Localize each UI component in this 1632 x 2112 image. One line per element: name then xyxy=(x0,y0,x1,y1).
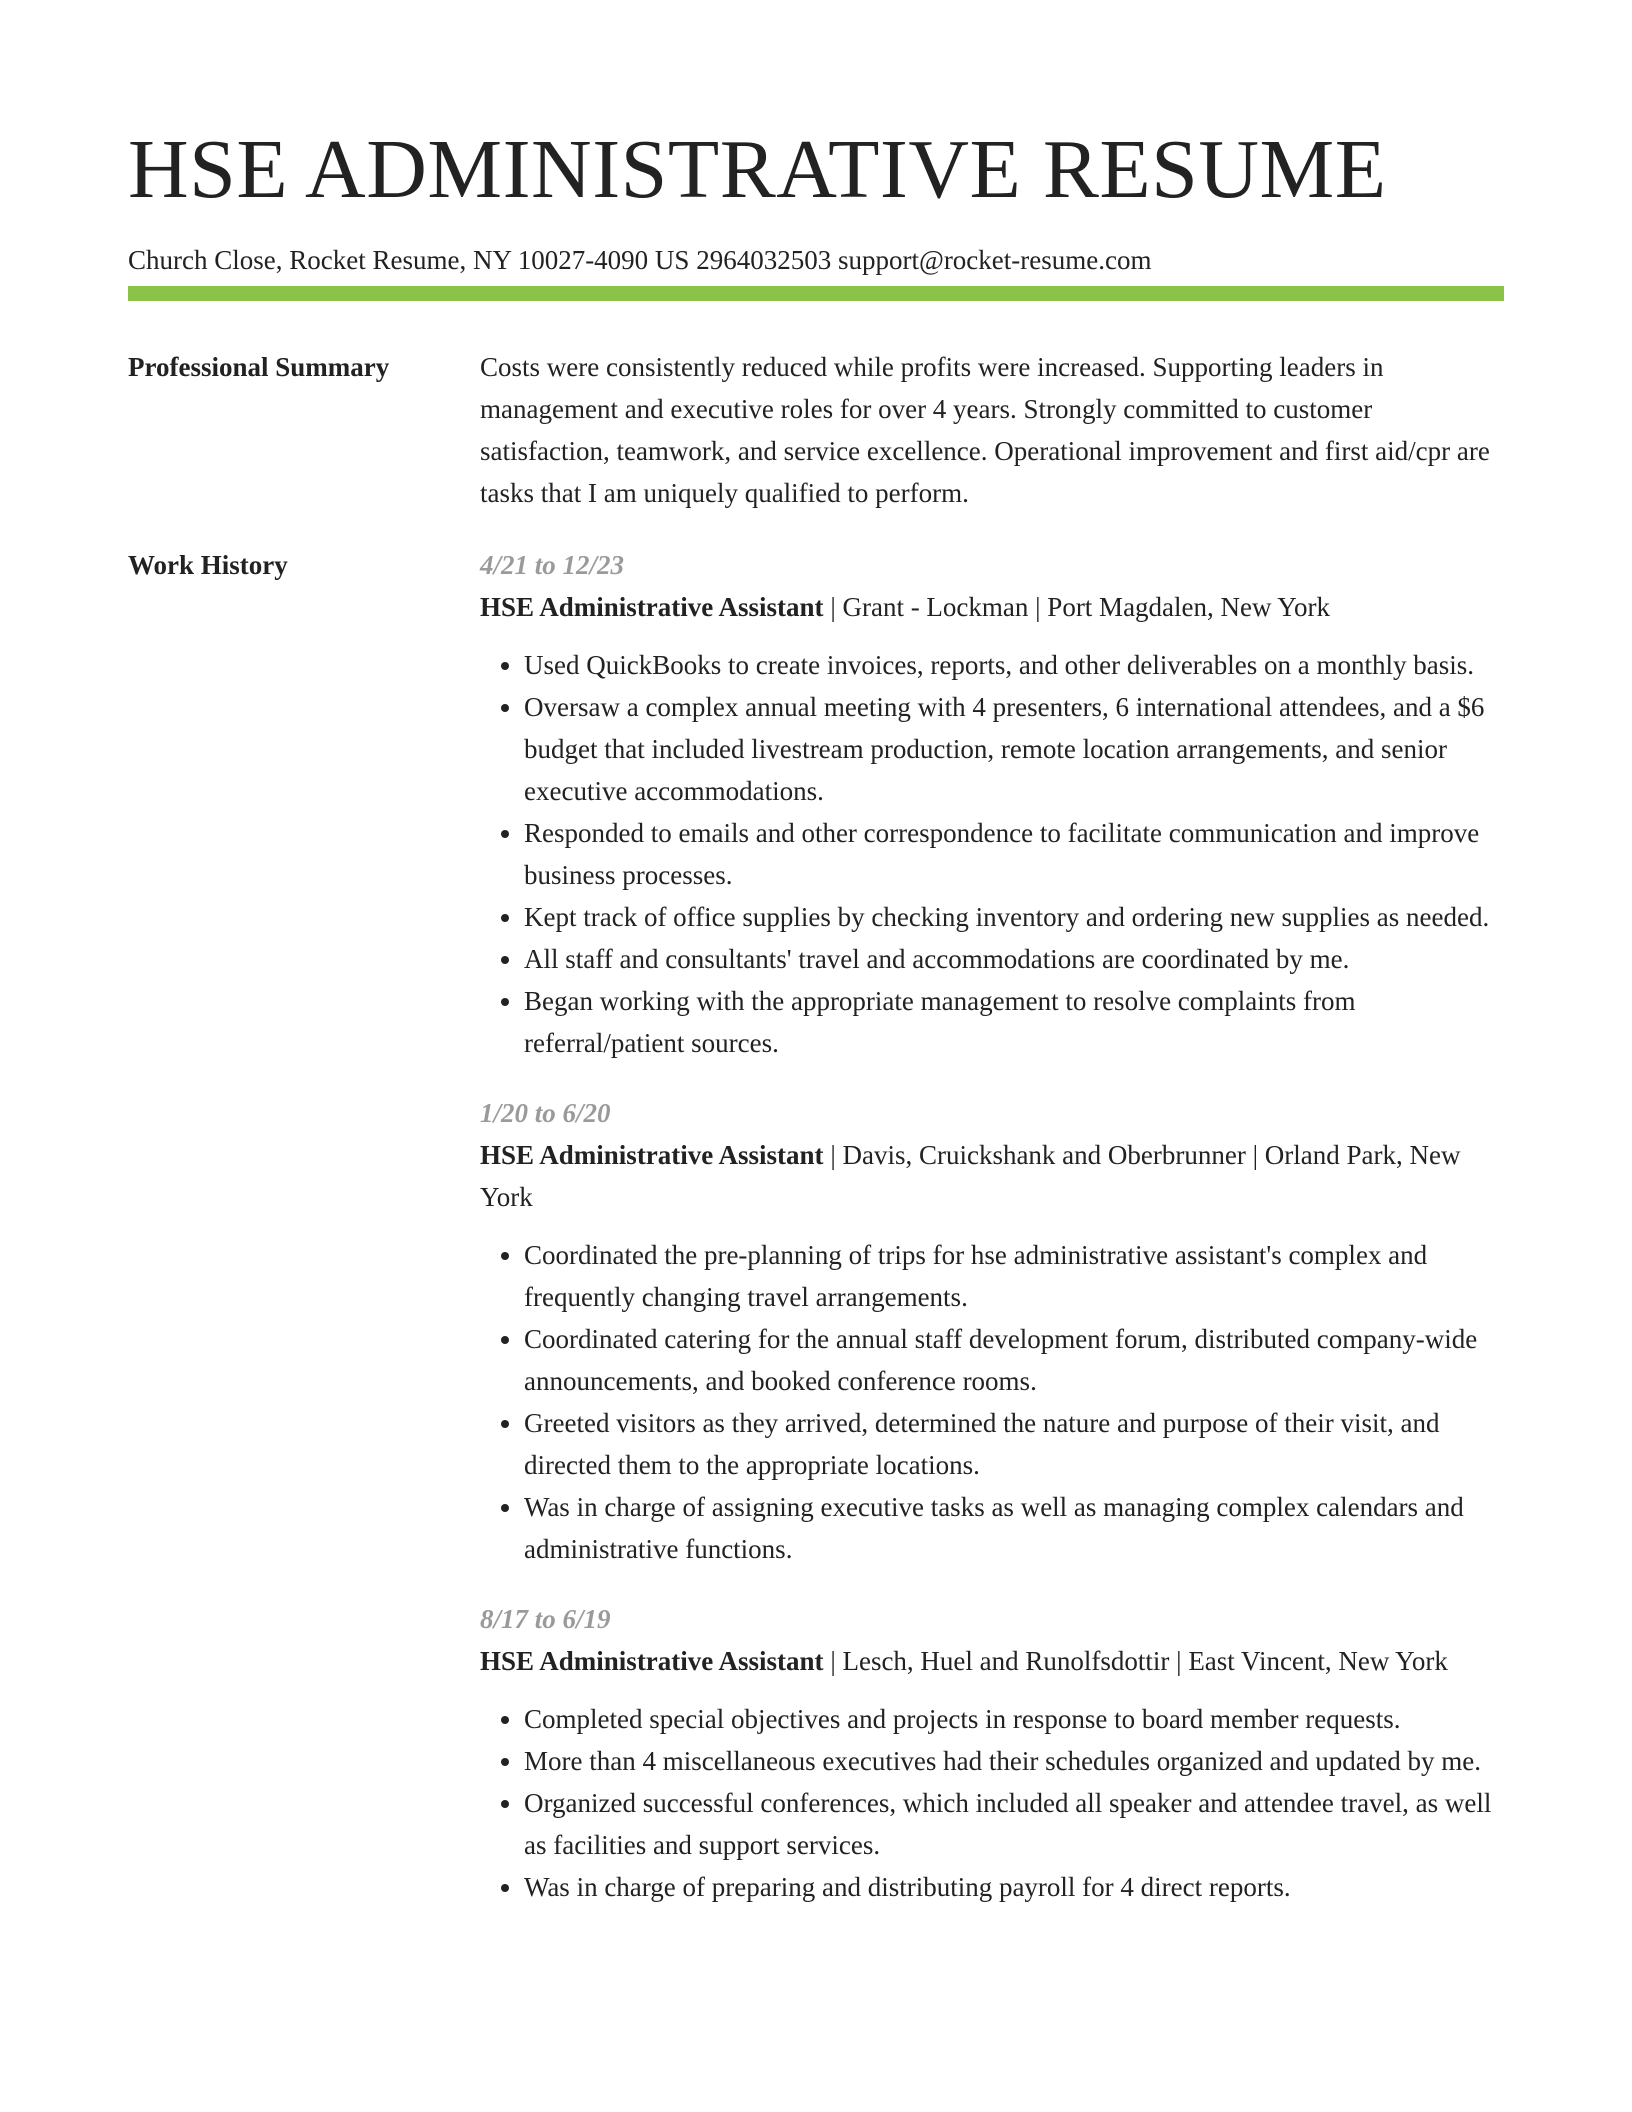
job-title: HSE Administrative Assistant xyxy=(480,592,824,622)
job-bullet: • Coordinated the pre-planning of trips for hse administrative assistant's complex and frequently changing travel arrangements. xyxy=(524,1234,1504,1318)
job-entry xyxy=(480,1092,1504,1570)
job-dates: 8/17 to 6/19 xyxy=(480,1604,611,1634)
work-history-body xyxy=(480,544,1504,1936)
job-heading xyxy=(480,1134,1504,1218)
contact-line: Church Close, Rocket Resume, NY 10027-4090 US 2964032503 support@rocket-resume.com xyxy=(128,245,1152,275)
job-heading xyxy=(480,586,1504,628)
accent-divider xyxy=(128,286,1504,301)
job-bullet-list xyxy=(480,1234,1504,1570)
job-title: HSE Administrative Assistant xyxy=(480,1140,824,1170)
job-bullet: • Kept track of office supplies by checking inventory and ordering new supplies as needed. xyxy=(524,896,1504,938)
job-employer-location: | Lesch, Huel and Runolfsdottir | East Vincent, New York xyxy=(823,1646,1448,1676)
job-entry xyxy=(480,544,1504,1064)
job-bullet: • All staff and consultants' travel and accommodations are coordinated by me. xyxy=(524,938,1504,980)
job-bullet: • Was in charge of assigning executive tasks as well as managing complex calendars and administrative functions. xyxy=(524,1486,1504,1570)
job-dates: 4/21 to 12/23 xyxy=(480,550,625,580)
job-bullet-list xyxy=(480,1698,1504,1908)
section-label-summary: Professional Summary xyxy=(128,352,390,382)
job-bullet: • Coordinated catering for the annual staff development forum, distributed company-wide announcements, and booked conference rooms. xyxy=(524,1318,1504,1402)
summary-body xyxy=(480,346,1504,514)
job-bullet: • Oversaw a complex annual meeting with 4 presenters, 6 international attendees, and a $6 budget that included livestream production, remote location arrangements, and senior executive accommodations. xyxy=(524,686,1504,812)
job-entry xyxy=(480,1598,1504,1908)
job-dates: 1/20 to 6/20 xyxy=(480,1098,611,1128)
job-bullet: • Responded to emails and other correspondence to facilitate communication and improve business processes. xyxy=(524,812,1504,896)
job-bullet: • Began working with the appropriate management to resolve complaints from referral/patient sources. xyxy=(524,980,1504,1064)
job-heading xyxy=(480,1640,1504,1682)
resume-title: HSE ADMINISTRATIVE RESUME xyxy=(128,123,1387,216)
job-bullet-list xyxy=(480,644,1504,1064)
summary-text: Costs were consistently reduced while profits were increased. Supporting leaders in management and executive roles for over 4 years. Strongly committed to customer satisfaction, teamwork, and service excellence. Operational improvement and first aid/cpr are tasks that I am uniquely qualified to perform. xyxy=(480,352,1490,508)
job-employer-location: | Davis, Cruickshank and Oberbrunner | Orland Park, New York xyxy=(480,1140,1461,1212)
section-label-work-history: Work History xyxy=(128,550,288,580)
job-bullet: • Greeted visitors as they arrived, determined the nature and purpose of their visit, and directed them to the appropriate locations. xyxy=(524,1402,1504,1486)
job-title: HSE Administrative Assistant xyxy=(480,1646,824,1676)
job-bullet: • More than 4 miscellaneous executives had their schedules organized and updated by me. xyxy=(524,1740,1504,1782)
job-bullet: • Used QuickBooks to create invoices, reports, and other deliverables on a monthly basis. xyxy=(524,644,1504,686)
job-bullet: • Was in charge of preparing and distributing payroll for 4 direct reports. xyxy=(524,1866,1504,1908)
job-employer-location: | Grant - Lockman | Port Magdalen, New York xyxy=(823,592,1331,622)
job-bullet: • Completed special objectives and projects in response to board member requests. xyxy=(524,1698,1504,1740)
resume-header xyxy=(128,118,1504,278)
job-bullet: • Organized successful conferences, which included all speaker and attendee travel, as well as facilities and support services. xyxy=(524,1782,1504,1866)
